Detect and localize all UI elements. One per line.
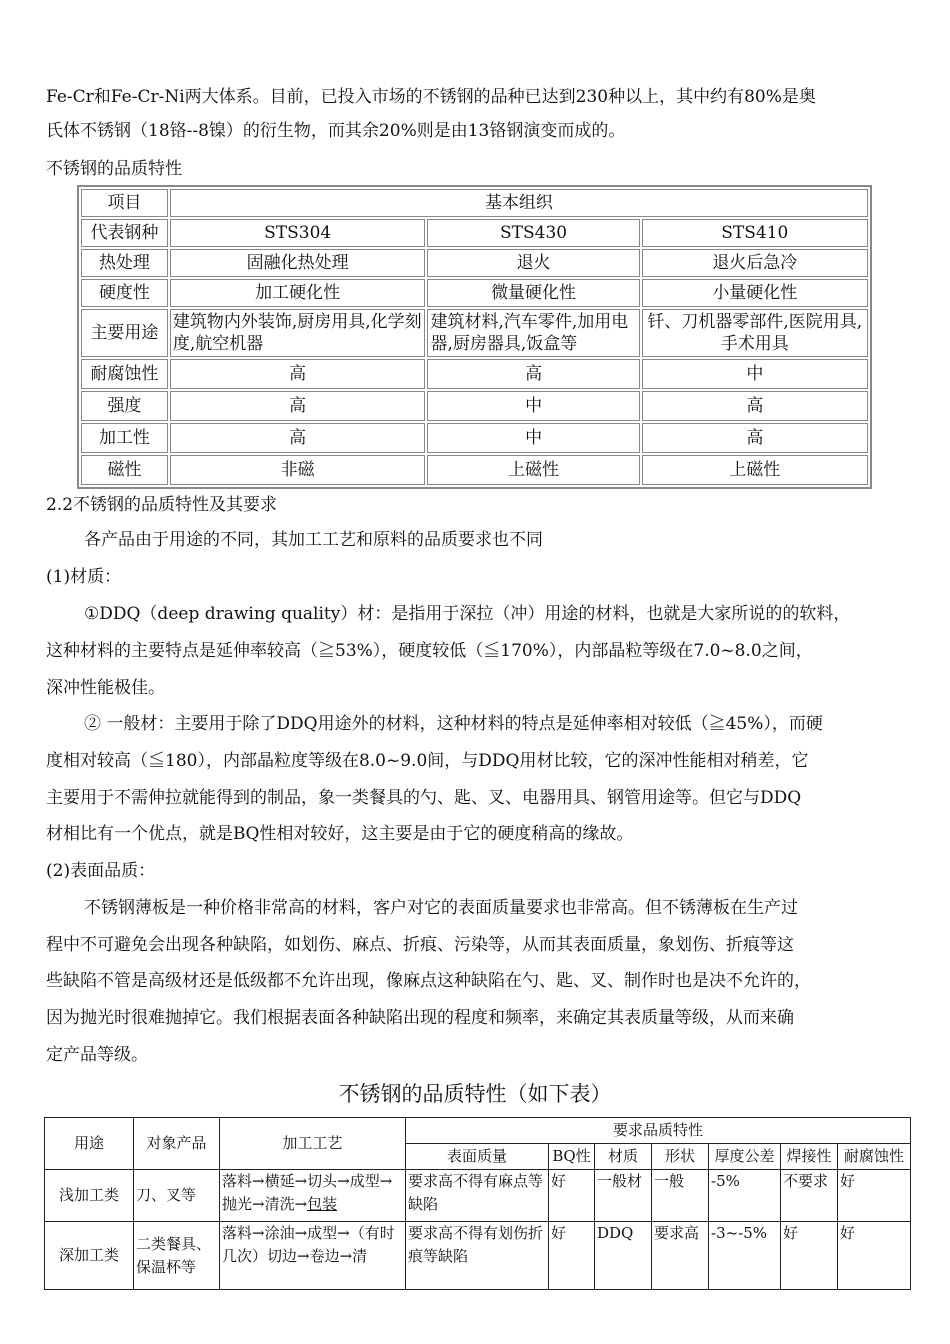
header-corrosion: 耐腐蚀性 — [838, 1144, 911, 1170]
table-row — [81, 279, 868, 307]
table-cell: 高 — [642, 391, 868, 421]
cell-surface: 要求高不得有麻点等缺陷 — [406, 1170, 549, 1222]
process-text-underlined: 包装 — [307, 1195, 338, 1213]
table-row — [81, 249, 868, 277]
table-cell: 高 — [170, 359, 426, 389]
table-cell: 中 — [427, 423, 639, 453]
row-label: 热处理 — [81, 249, 168, 277]
table2-caption: 不锈钢的品质特性（如下表） — [338, 1082, 612, 1106]
table-row — [81, 359, 868, 389]
steel-properties-table — [77, 185, 872, 489]
paragraph-line: 各产品由于用途的不同，其加工工艺和原料的品质要求也不同 — [84, 530, 543, 550]
table-cell: 小量硬化性 — [642, 279, 868, 307]
cell-corrosion: 好 — [838, 1170, 911, 1222]
header-bq: BQ性 — [549, 1144, 595, 1170]
table-row — [81, 455, 868, 485]
intro-line-2: 氏体不锈钢（18铬--8镍）的衍生物，而其余20%则是由13铬钢演变而成的。 — [46, 121, 626, 141]
cell-product: 二类餐具、保温杯等 — [134, 1222, 220, 1290]
table-cell: STS410 — [642, 219, 868, 247]
paragraph-line: ①DDQ（deep drawing quality）材：是指用于深拉（冲）用途的材料，也就是大家所说的的软料， — [84, 604, 851, 624]
row-label: 强度 — [81, 391, 168, 421]
cell-weld: 不要求 — [781, 1170, 838, 1222]
subheading-surface: (2)表面品质： — [46, 861, 156, 881]
table-cell: 高 — [427, 359, 639, 389]
paragraph-line: ② 一般材：主要用于除了DDQ用途外的材料，这种材料的特点是延伸率相对较低（≧45%），而硬 — [84, 714, 823, 734]
table-cell: 建筑物内外装饰,厨房用具,化学刻度,航空机器 — [170, 309, 426, 357]
header-shape: 形状 — [652, 1144, 709, 1170]
table-header-group: 基本组织 — [170, 189, 868, 217]
table-row — [45, 1170, 911, 1222]
row-label: 硬度性 — [81, 279, 168, 307]
process-text: 落料→横延→切头→成型→抛光→清洗→ — [222, 1172, 393, 1213]
row-label: 主要用途 — [81, 309, 168, 357]
subheading-material: (1)材质： — [46, 567, 122, 587]
cell-use: 浅加工类 — [45, 1170, 134, 1222]
paragraph-line: 深冲性能极佳。 — [46, 678, 165, 698]
table-cell: 上磁性 — [427, 455, 639, 485]
table-cell: 退火 — [427, 249, 639, 277]
paragraph-line: 度相对较高（≦180），内部晶粒度等级在8.0~9.0间，与DDQ用材比较，它的深冲性能相对稍差，它 — [46, 751, 809, 771]
table1-title: 不锈钢的品质特性 — [46, 159, 182, 179]
table-cell: 中 — [642, 359, 868, 389]
table-row — [45, 1222, 911, 1290]
table-cell: 退火后急冷 — [642, 249, 868, 277]
row-label: 耐腐蚀性 — [81, 359, 168, 389]
table-cell: 高 — [170, 423, 426, 453]
cell-corrosion: 好 — [838, 1222, 911, 1290]
cell-process — [220, 1170, 406, 1222]
row-label: 磁性 — [81, 455, 168, 485]
table-cell: 非磁 — [170, 455, 426, 485]
cell-thickness: -5% — [709, 1170, 781, 1222]
cell-product: 刀、叉等 — [134, 1170, 220, 1222]
cell-use: 深加工类 — [45, 1222, 134, 1290]
table-cell: 建筑材料,汽车零件,加用电器,厨房器具,饭盒等 — [427, 309, 639, 357]
table-header-cell: 项目 — [81, 189, 168, 217]
table-cell: 钎、刀机器零部件,医院用具,手术用具 — [642, 309, 868, 357]
header-thickness: 厚度公差 — [709, 1144, 781, 1170]
paragraph-line: 定产品等级。 — [46, 1045, 148, 1065]
quality-requirements-table — [44, 1117, 911, 1290]
intro-line-1: Fe-Cr和Fe-Cr-Ni两大体系。目前，已投入市场的不锈钢的品种已达到230种以上，其中约有80%是奥 — [46, 87, 816, 107]
header-use: 用途 — [45, 1118, 134, 1170]
row-label: 代表钢种 — [81, 219, 168, 247]
header-process: 加工工艺 — [220, 1118, 406, 1170]
cell-bq: 好 — [549, 1222, 595, 1290]
paragraph-line: 些缺陷不管是高级材还是低级都不允许出现，像麻点这种缺陷在勺、匙、叉、制作时也是决不允许的， — [46, 971, 811, 991]
header-weld: 焊接性 — [781, 1144, 838, 1170]
paragraph-line: 主要用于不需伸拉就能得到的制品，象一类餐具的勺、匙、叉、电器用具、钢管用途等。但它与DDQ — [46, 788, 802, 808]
header-surface: 表面质量 — [406, 1144, 549, 1170]
cell-process — [220, 1222, 406, 1290]
header-group: 要求品质特性 — [406, 1118, 911, 1144]
table-row — [81, 309, 868, 357]
cell-weld: 好 — [781, 1222, 838, 1290]
paragraph-line: 不锈钢薄板是一种价格非常高的材料，客户对它的表面质量要求也非常高。但不锈薄板在生产过 — [84, 898, 798, 918]
paragraph-line: 因为抛光时很难抛掉它。我们根据表面各种缺陷出现的程度和频率，来确定其表质量等级，从而来确 — [46, 1008, 794, 1028]
process-text: 落料→涂油→成型→（有时几次）切边→卷边→清 — [222, 1224, 395, 1265]
table-cell: 上磁性 — [642, 455, 868, 485]
cell-material: 一般材 — [595, 1170, 652, 1222]
header-material: 材质 — [595, 1144, 652, 1170]
cell-material: DDQ — [595, 1222, 652, 1290]
table-cell: STS430 — [427, 219, 639, 247]
table-cell: 固融化热处理 — [170, 249, 426, 277]
table-cell: 高 — [170, 391, 426, 421]
table-header-row — [45, 1118, 911, 1144]
section-heading: 2.2不锈钢的品质特性及其要求 — [46, 495, 278, 515]
table-row — [81, 189, 868, 217]
cell-bq: 好 — [549, 1170, 595, 1222]
row-label: 加工性 — [81, 423, 168, 453]
table-cell: 中 — [427, 391, 639, 421]
cell-shape: 一般 — [652, 1170, 709, 1222]
cell-thickness: -3~-5% — [709, 1222, 781, 1290]
table-cell: 加工硬化性 — [170, 279, 426, 307]
cell-surface: 要求高不得有划伤折痕等缺陷 — [406, 1222, 549, 1290]
table-cell: STS304 — [170, 219, 426, 247]
cell-shape: 要求高 — [652, 1222, 709, 1290]
table-row — [81, 219, 868, 247]
table-row — [81, 423, 868, 453]
header-product: 对象产品 — [134, 1118, 220, 1170]
table-row — [81, 391, 868, 421]
paragraph-line: 程中不可避免会出现各种缺陷，如划伤、麻点、折痕、污染等，从而其表面质量，象划伤、折痕等这 — [46, 935, 794, 955]
paragraph-line: 这种材料的主要特点是延伸率较高（≧53%），硬度较低（≦170%），内部晶粒等级在7.0~8.0之间， — [46, 641, 813, 661]
paragraph-line: 材相比有一个优点，就是BQ性相对较好，这主要是由于它的硬度稍高的缘故。 — [46, 824, 634, 844]
table-cell: 高 — [642, 423, 868, 453]
table-cell: 微量硬化性 — [427, 279, 639, 307]
